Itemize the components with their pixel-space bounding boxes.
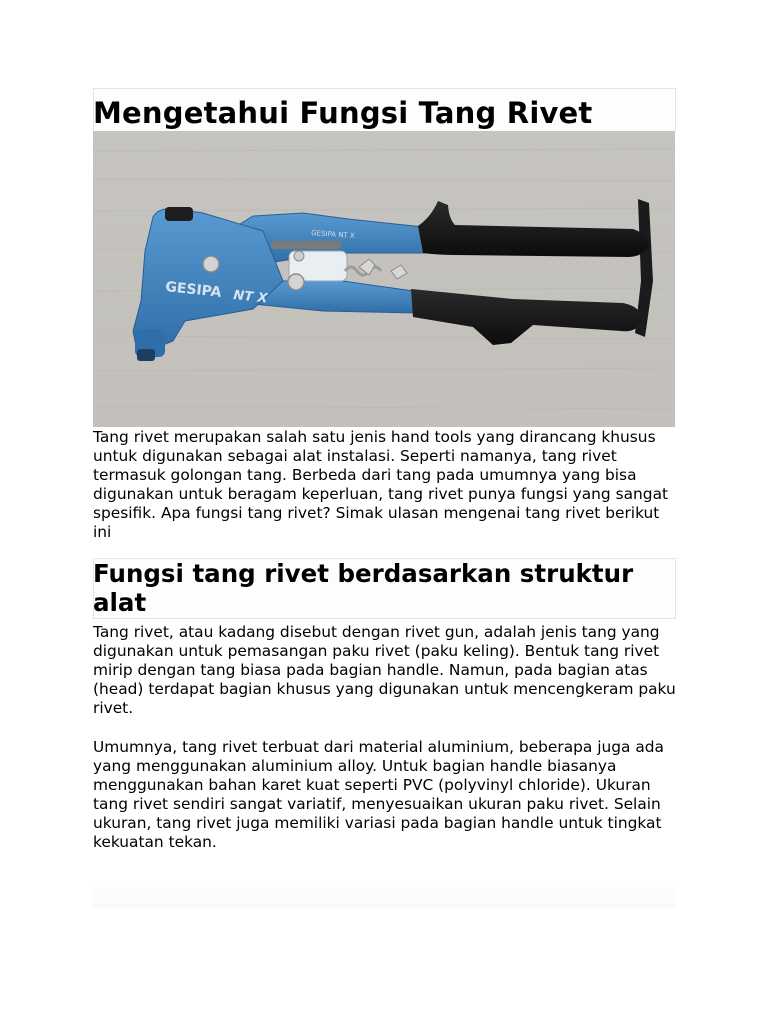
pivot-cap xyxy=(165,207,193,221)
bolt-head-right xyxy=(288,274,304,290)
rivet-tool-photo xyxy=(93,131,675,427)
handle-text: GESIPA NT X xyxy=(310,229,355,241)
nozzle xyxy=(137,349,155,361)
page-title: Mengetahui Fungsi Tang Rivet xyxy=(93,96,593,130)
model-text: NT X xyxy=(232,288,269,307)
material-paragraph: Umumnya, tang rivet terbuat dari material aluminium, beberapa juga ada yang menggunakan aluminium alloy. Untuk bagian handle biasanya menggunakan bahan karet kuat seperti PVC (polyvinyl chloride). Ukuran tang rivet sendiri sangat variatif, menyesuaikan ukuran paku rivet. Selain ukuran, tang rivet juga memiliki variasi pada bagian handle untuk tingkat kekuatan tekan. xyxy=(93,738,664,851)
document-page xyxy=(93,88,676,908)
bolt-link xyxy=(294,251,304,261)
intro-paragraph: Tang rivet merupakan salah satu jenis hand tools yang dirancang khusus untuk digunakan sebagai alat instalasi. Seperti namanya, tang rivet termasuk golongan tang. Berbeda dari tang pada umumnya yang bisa digunakan untuk beragam keperluan, tang rivet punya fungsi yang sangat spesifik. Apa fungsi tang rivet? Simak ulasan mengenai tang rivet berikut ini xyxy=(93,428,669,541)
spring-bar xyxy=(271,241,341,249)
structure-paragraph: Tang rivet, atau kadang disebut dengan rivet gun, adalah jenis tang yang digunakan untuk pemasangan paku rivet (paku keling). Bentuk tang rivet mirip dengan tang biasa pada bagian handle. Namun, pada bagian atas (head) terdapat bagian khusus yang digunakan untuk mencengkeram paku rivet. xyxy=(93,623,676,717)
brand-text: GESIPA xyxy=(164,279,223,301)
section-heading: Fungsi tang rivet berdasarkan struktur alat xyxy=(93,559,634,617)
bolt-head-left xyxy=(203,256,219,272)
page-bottom-fade xyxy=(93,878,676,908)
